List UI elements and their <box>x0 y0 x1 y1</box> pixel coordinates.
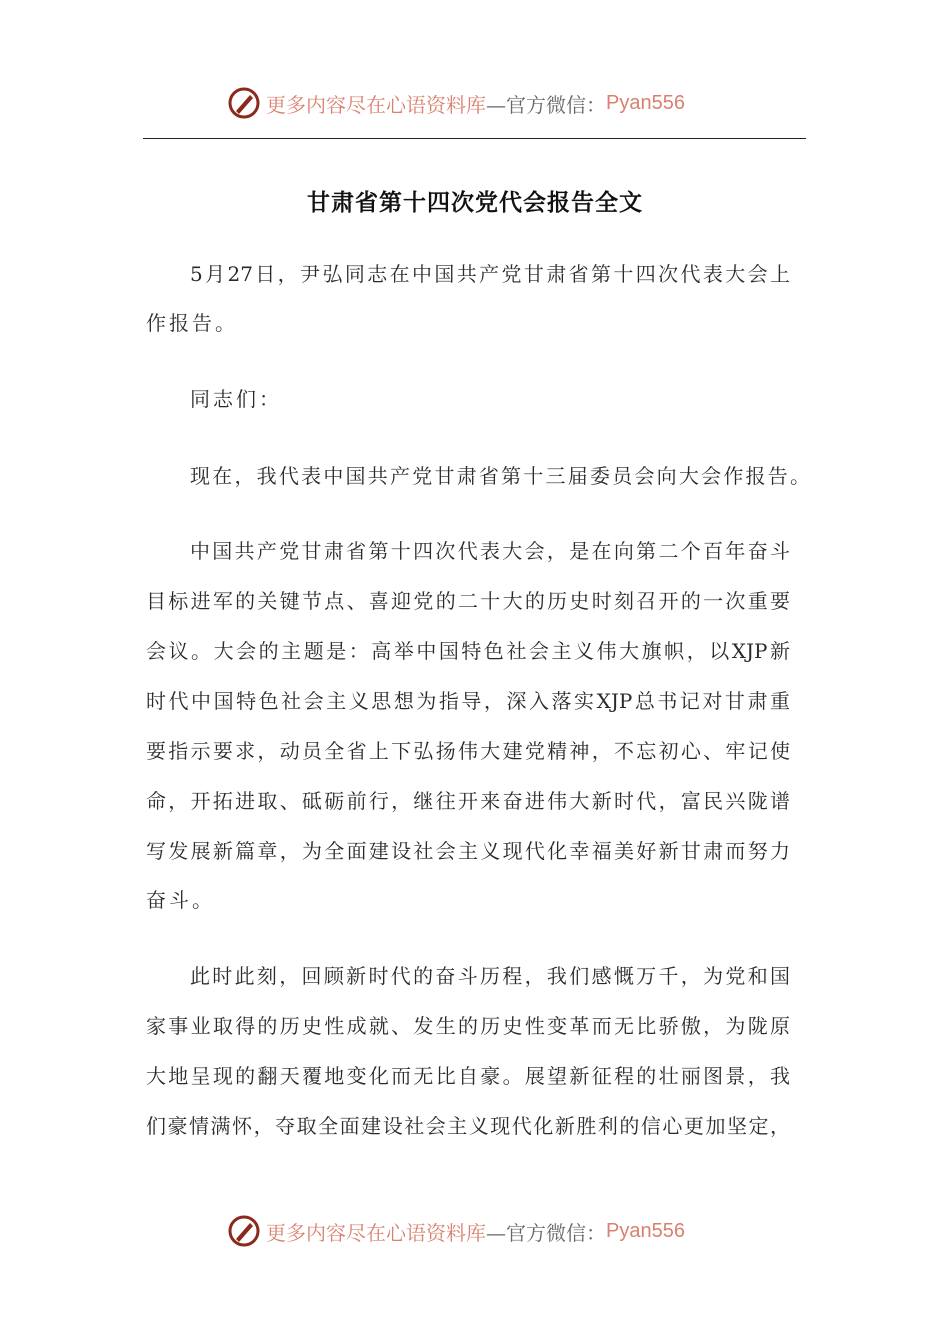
footer-watermark <box>226 1211 685 1251</box>
header-watermark <box>226 83 685 123</box>
text-line: 会议。大会的主题是：高举中国特色社会主义伟大旗帜，以XJP新 <box>146 639 790 663</box>
text-line: 命，开拓进取、砥砺前行，继往开来奋进伟大新时代，富民兴陇谱 <box>146 789 790 813</box>
watermark-text: 更多内容尽在心语资料库 <box>266 92 486 117</box>
watermark-wechat-label: —官方微信： <box>486 92 606 117</box>
pen-logo-icon <box>226 1213 262 1249</box>
pen-logo-icon <box>226 85 262 121</box>
text-line: 现在，我代表中国共产党甘肃省第十三届委员会向大会作报告。 <box>190 464 810 488</box>
header-divider <box>143 138 806 139</box>
text-line: 5月27日，尹弘同志在中国共产党甘肃省第十四次代表大会上 <box>190 262 790 286</box>
text-line: 家事业取得的历史性成就、发生的历史性变革而无比骄傲，为陇原 <box>146 1014 790 1038</box>
watermark-wechat-id: Pyan556 <box>606 1219 685 1242</box>
text-line: 作报告。 <box>146 311 238 335</box>
text-line: 同志们： <box>190 387 282 411</box>
watermark-wechat-id: Pyan556 <box>606 91 685 114</box>
watermark-text: 更多内容尽在心语资料库 <box>266 1220 486 1245</box>
text-line: 目标进军的关键节点、喜迎党的二十大的历史时刻召开的一次重要 <box>146 589 790 613</box>
text-line: 要指示要求，动员全省上下弘扬伟大建党精神，不忘初心、牢记使 <box>146 739 790 763</box>
document-title: 甘肃省第十四次党代会报告全文 <box>307 189 643 216</box>
text-line: 时代中国特色社会主义思想为指导，深入落实XJP总书记对甘肃重 <box>146 689 790 713</box>
text-line: 写发展新篇章，为全面建设社会主义现代化幸福美好新甘肃而努力 <box>146 839 790 863</box>
text-line: 们豪情满怀，夺取全面建设社会主义现代化新胜利的信心更加坚定， <box>146 1114 790 1138</box>
text-line: 大地呈现的翻天覆地变化而无比自豪。展望新征程的壮丽图景，我 <box>146 1064 790 1088</box>
watermark-wechat-label: —官方微信： <box>486 1220 606 1245</box>
text-line: 奋斗。 <box>146 888 215 912</box>
text-line: 中国共产党甘肃省第十四次代表大会，是在向第二个百年奋斗 <box>190 539 790 563</box>
text-line: 此时此刻，回顾新时代的奋斗历程，我们感慨万千，为党和国 <box>190 964 790 988</box>
